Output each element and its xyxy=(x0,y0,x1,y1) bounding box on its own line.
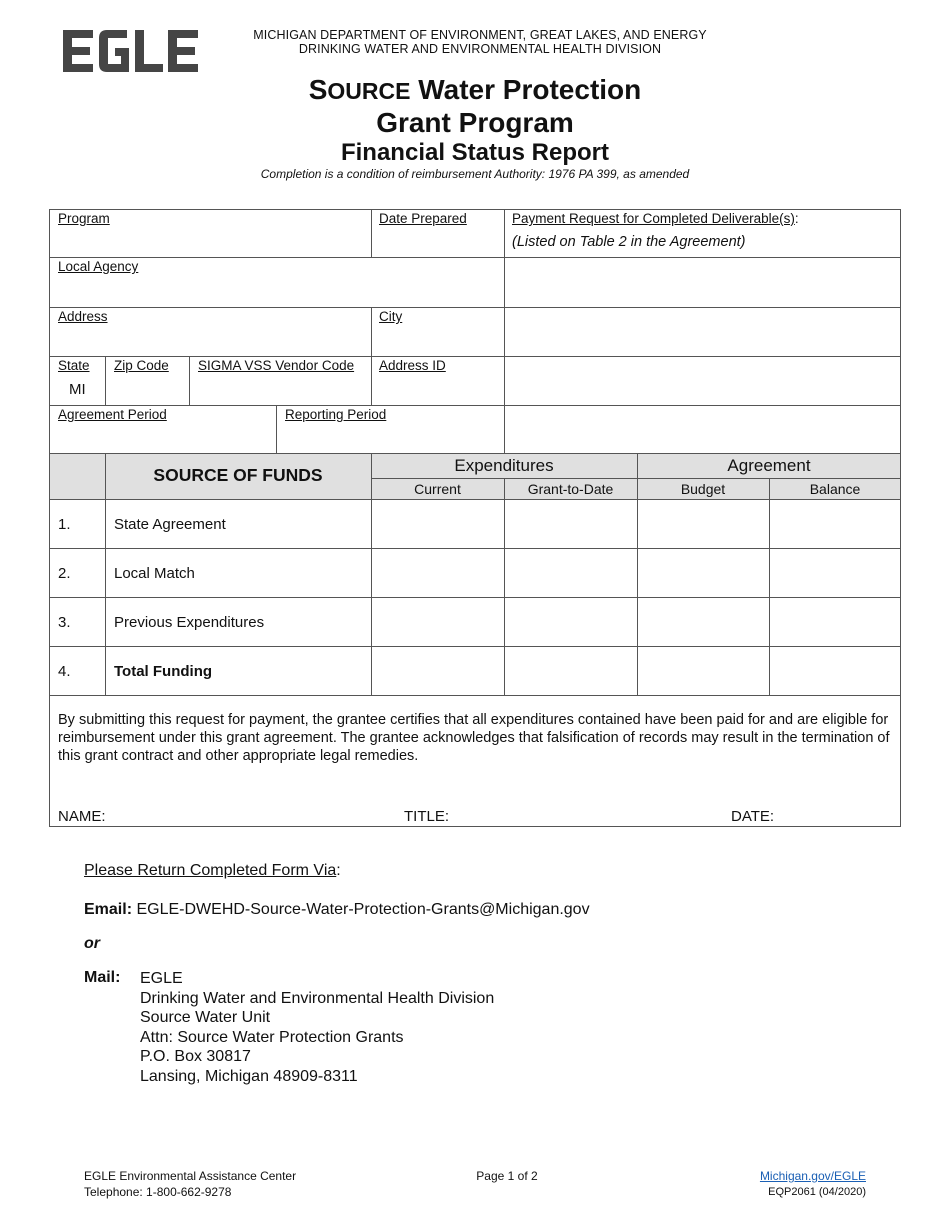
mail-address-block xyxy=(140,969,494,1086)
certification-text: By submitting this request for payment, the grantee certifies that all expenditures contained have been paid for and are eligible for reimbursement under this grant agreement. The grantee acknowledges that falsification of records may result in the termination of this grant contract and other appropriate legal remedies. xyxy=(58,712,890,764)
department-line: MICHIGAN DEPARTMENT OF ENVIRONMENT, GREAT LAKES, AND ENERGY xyxy=(253,28,707,42)
agreement-period-label: Agreement Period xyxy=(58,407,167,422)
budget-column-header: Budget xyxy=(680,481,726,497)
date-prepared-label: Date Prepared xyxy=(379,211,467,226)
grant-to-date-column-header: Grant-to-Date xyxy=(527,481,614,497)
payment-request-label: Payment Request for Completed Deliverable(s) xyxy=(512,211,795,226)
mail-label: Mail: xyxy=(84,969,121,986)
title-line-1-rest: Water Protection xyxy=(410,74,642,105)
mail-line: Lansing, Michigan 48909-8311 xyxy=(140,1067,358,1085)
agreement-header: Agreement xyxy=(727,456,811,475)
mail-line: Source Water Unit xyxy=(140,1009,271,1026)
title-label: TITLE: xyxy=(404,808,450,825)
city-label: City xyxy=(379,309,403,324)
row-number: 1. xyxy=(58,516,71,533)
footer-right xyxy=(760,1168,866,1200)
title-line-2: Grant Program xyxy=(376,107,574,138)
row-label-state-agreement: State Agreement xyxy=(114,516,226,533)
program-label: Program xyxy=(58,211,110,226)
state-label: State xyxy=(58,358,90,373)
assistance-center: EGLE Environmental Assistance Center xyxy=(84,1169,297,1183)
state-value: MI xyxy=(69,381,86,398)
page-number: Page 1 of 2 xyxy=(476,1169,538,1183)
row-number: 4. xyxy=(58,663,71,680)
row-label-total-funding: Total Funding xyxy=(114,663,213,680)
mail-line: EGLE xyxy=(140,970,183,987)
row-label-previous-expenditures: Previous Expenditures xyxy=(114,614,265,631)
title-source-smallcaps: OURCE xyxy=(327,78,411,104)
mail-line: Attn: Source Water Protection Grants xyxy=(140,1028,404,1046)
balance-column-header: Balance xyxy=(809,481,861,497)
local-agency-label: Local Agency xyxy=(58,259,139,274)
footer-left xyxy=(84,1168,296,1200)
division-line: DRINKING WATER AND ENVIRONMENTAL HEALTH DIVISION xyxy=(298,42,662,56)
form-number: EQP2061 (04/2020) xyxy=(768,1186,866,1198)
row-label-local-match: Local Match xyxy=(114,565,195,582)
source-of-funds-header: SOURCE OF FUNDS xyxy=(153,465,323,485)
payment-request-colon: : xyxy=(794,211,799,226)
row-number: 3. xyxy=(58,614,71,631)
return-heading xyxy=(84,862,341,880)
reporting-period-label: Reporting Period xyxy=(285,407,387,422)
name-label: NAME: xyxy=(58,808,106,825)
telephone: Telephone: 1-800-662-9278 xyxy=(84,1185,232,1199)
address-label: Address xyxy=(58,309,108,324)
date-label: DATE: xyxy=(731,808,775,825)
address-id-label: Address ID xyxy=(379,358,446,373)
payment-request-heading xyxy=(512,211,799,226)
title-line-1 xyxy=(150,74,800,106)
row-number: 2. xyxy=(58,565,71,582)
mail-line: Drinking Water and Environmental Health Division xyxy=(140,989,495,1007)
sigma-vendor-label: SIGMA VSS Vendor Code xyxy=(198,358,355,373)
zip-code-label: Zip Code xyxy=(114,358,169,373)
or-text: or xyxy=(84,935,100,952)
email-address[interactable]: EGLE-DWEHD-Source-Water-Protection-Grants@Michigan.gov xyxy=(136,901,590,918)
title-line-3: Financial Status Report xyxy=(340,139,610,166)
authority-note: Completion is a condition of reimbursement Authority: 1976 PA 399, as amended xyxy=(260,167,690,181)
email-row xyxy=(84,901,590,919)
return-heading-colon: : xyxy=(336,862,341,879)
mail-line: P.O. Box 30817 xyxy=(140,1048,251,1065)
michigan-gov-link[interactable]: Michigan.gov/EGLE xyxy=(759,1169,866,1183)
expenditures-header: Expenditures xyxy=(454,456,554,475)
return-heading-text: Please Return Completed Form Via xyxy=(84,862,337,879)
payment-request-note: (Listed on Table 2 in the Agreement) xyxy=(512,234,746,250)
current-column-header: Current xyxy=(414,481,461,497)
email-label: Email: xyxy=(84,901,133,918)
egle-logo xyxy=(63,30,198,72)
title-source-initial: S xyxy=(308,74,328,105)
